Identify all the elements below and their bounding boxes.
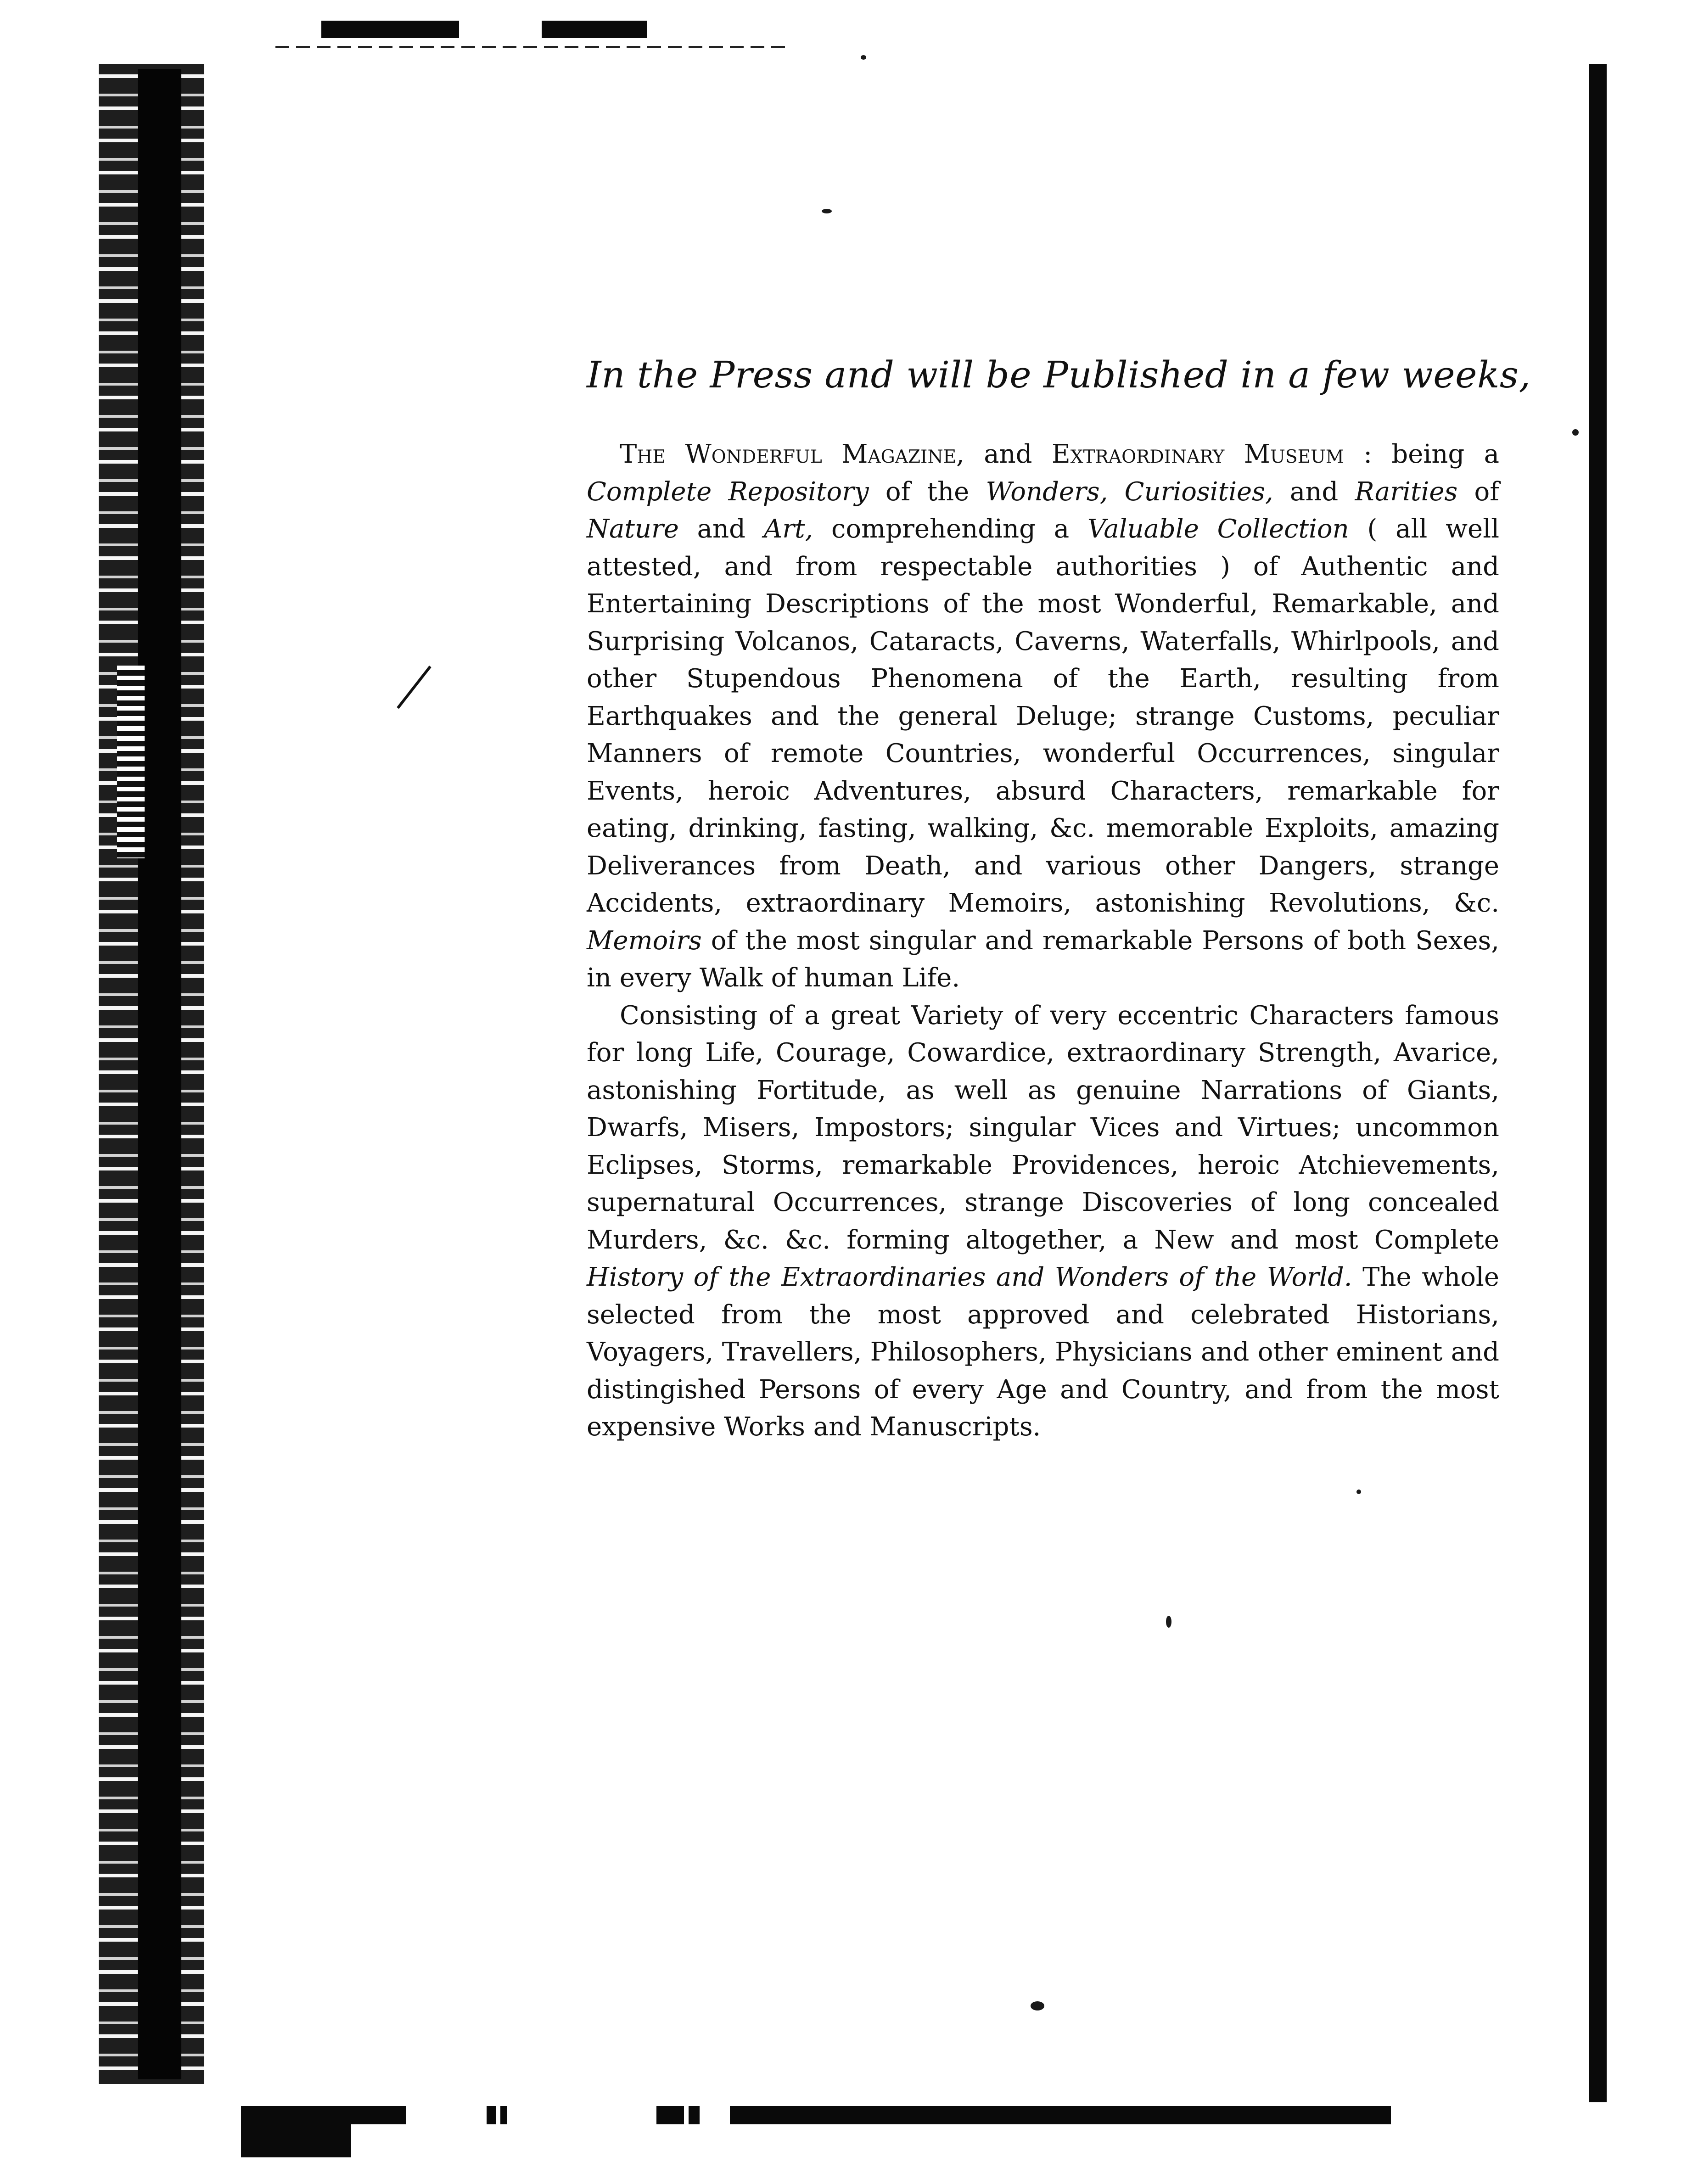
- scan-spine-left-shadow: [138, 69, 181, 2079]
- scan-bottom-mark: [500, 2106, 507, 2124]
- scan-bottom-mark: [730, 2106, 1391, 2124]
- text-run: and: [1273, 476, 1355, 507]
- text-run: The whole selected from the most approved and celebrated Historians, Voyagers, Travellers, Philosophers, Physicians and other eminent and distingished Persons of every Age and Country, and from the most expensive Works and Manuscripts.: [587, 1262, 1499, 1442]
- scan-spine-gap: [117, 666, 145, 858]
- scan-speck: [1031, 2001, 1044, 2010]
- text-run: and: [678, 514, 764, 544]
- pen-stroke-mark: [397, 666, 432, 709]
- text-run: of the most singular and remarkable Persons of both Sexes, in every Walk of human Life.: [587, 925, 1499, 993]
- text-run: Consisting of a great Variety of very eccentric Characters famous for long Life, Courage, Cowardice, extraordinary Strength, Avarice, astonishing Fortitude, as well as genuine Narrations of Giants, Dwarfs, Misers, Impostors; singular Vices and Virtues; uncommon Eclipses, Storms, remarkable Providences, heroic Atchievements, supernatural Occurrences, strange Discoveries of long concealed Murders, &c. &c. forming altogether, a New and most Complete: [587, 1000, 1499, 1255]
- scan-bottom-mark: [689, 2106, 700, 2124]
- italic-run: History of the Extraordinaries and Wonders of the World.: [587, 1262, 1352, 1292]
- scan-bottom-block: [241, 2111, 351, 2157]
- advertisement-page: [587, 353, 1531, 1446]
- scan-speck: [822, 209, 832, 213]
- scan-top-rule: [275, 46, 790, 48]
- text-run: of: [1457, 476, 1499, 507]
- scan-speck: [861, 55, 866, 60]
- description-paragraph-2: [587, 997, 1499, 1446]
- text-run: and: [964, 439, 1052, 469]
- text-run: of the: [869, 476, 986, 507]
- italic-run: Complete Repository: [587, 476, 869, 507]
- scan-top-mark: [321, 21, 459, 38]
- scan-bottom-mark: [656, 2106, 684, 2124]
- italic-run: Art,: [763, 514, 813, 544]
- text-run: ( all well attested, and from respectable authorities ) of Authentic and Entertaining Descriptions of the most Wonderful, Remarkable, and Surprising Volcanos, Cataracts, Caverns, Waterfalls, Whirlpools, and other Stupendous Phenomena of the Earth, resulting from Earthquakes and the general Deluge; strange Customs, peculiar Manners of remote Countries, wonderful Occurrences, singular Events, heroic Adventures, absurd Characters, remarkable for eating, drinking, fasting, walking, &c. memorable Exploits, amazing Deliverances from Death, and various other Dangers, strange Accidents, extraordinary Memoirs, astonishing Revolutions, &c.: [587, 514, 1500, 918]
- description-paragraph-1: [587, 436, 1499, 997]
- announcement-heading: In the Press and will be Published in a few weeks,: [587, 353, 1531, 396]
- scan-edge-right: [1589, 64, 1607, 2102]
- italic-run: Wonders, Curiosities,: [986, 476, 1273, 507]
- scan-speck: [1356, 1490, 1361, 1494]
- italic-run: Memoirs: [587, 925, 702, 956]
- scan-top-mark: [542, 21, 647, 38]
- italic-run: Valuable Collection: [1087, 514, 1349, 544]
- scan-speck: [1166, 1616, 1171, 1628]
- italic-run: Nature: [587, 514, 679, 544]
- text-run: : being a: [1344, 439, 1499, 469]
- scan-bottom-mark: [487, 2106, 496, 2124]
- museum-title: Extraordinary Museum: [1051, 439, 1344, 469]
- text-run: comprehending a: [813, 514, 1087, 544]
- scan-speck: [1572, 429, 1579, 436]
- magazine-title: The Wonderful Magazine,: [620, 439, 964, 469]
- italic-run: Rarities: [1355, 476, 1458, 507]
